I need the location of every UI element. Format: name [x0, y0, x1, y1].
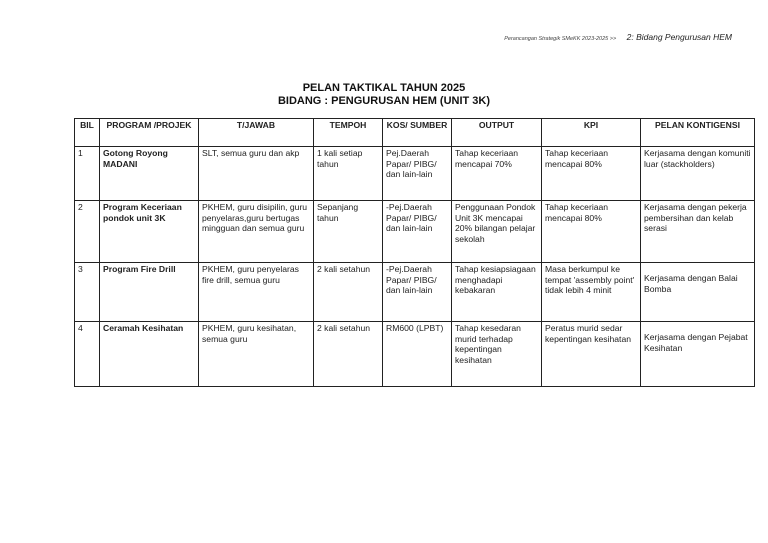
table-cell: -Pej.Daerah Papar/ PIBG/ dan lain-lain — [383, 201, 452, 263]
table-cell: 1 — [75, 147, 100, 201]
table-cell: Pej.Daerah Papar/ PIBG/ dan lain-lain — [383, 147, 452, 201]
header-section: 2: Bidang Pengurusan HEM — [626, 32, 732, 42]
table-cell: PKHEM, guru kesihatan, semua guru — [199, 322, 314, 387]
col-header: BIL — [75, 119, 100, 147]
col-header: TEMPOH — [314, 119, 383, 147]
tactical-plan-table — [74, 118, 755, 387]
table-cell: RM600 (LPBT) — [383, 322, 452, 387]
table-cell: Tahap kesedaran murid terhadap kepentingan kesihatan — [452, 322, 542, 387]
table-cell: Program Fire Drill — [100, 263, 199, 322]
table-cell: Peratus murid sedar kepentingan kesihatan — [542, 322, 641, 387]
table-cell: Program Keceriaan pondok unit 3K — [100, 201, 199, 263]
table-cell: SLT, semua guru dan akp — [199, 147, 314, 201]
title-line-1: PELAN TAKTIKAL TAHUN 2025 — [302, 82, 466, 94]
table-cell: Tahap kesiapsiagaan menghadapi kebakaran — [452, 263, 542, 322]
table-cell: PKHEM, guru disipilin, guru penyelaras,guru bertugas mingguan dan semua guru — [199, 201, 314, 263]
table-cell: Kerjasama dengan pekerja pembersihan dan kelab serasi — [641, 201, 755, 263]
col-header: KPI — [542, 119, 641, 147]
table-cell: Tahap keceriaan mencapai 70% — [452, 147, 542, 201]
table-cell: 3 — [75, 263, 100, 322]
col-header: KOS/ SUMBER — [383, 119, 452, 147]
table-cell: Penggunaan Pondok Unit 3K mencapai 20% bilangan pelajar sekolah — [452, 201, 542, 263]
page-title — [0, 82, 768, 108]
table-row — [75, 147, 755, 201]
table-cell: Masa berkumpul ke tempat 'assembly point' tidak lebih 4 minit — [542, 263, 641, 322]
table-row — [75, 201, 755, 263]
col-header: OUTPUT — [452, 119, 542, 147]
col-header: PELAN KONTIGENSI — [641, 119, 755, 147]
table-cell: -Pej.Daerah Papar/ PIBG/ dan lain-lain — [383, 263, 452, 322]
table-cell: Sepanjang tahun — [314, 201, 383, 263]
table-cell: 4 — [75, 322, 100, 387]
table-cell: 2 kali setahun — [314, 263, 383, 322]
header-doc-title: Perancangan Strategik SMeKK 2023-2025 >> — [504, 36, 617, 42]
col-header: T/JAWAB — [199, 119, 314, 147]
table-cell: Kerjasama dengan Pejabat Kesihatan — [641, 322, 755, 387]
table-cell: 2 kali setahun — [314, 322, 383, 387]
table-cell: 2 — [75, 201, 100, 263]
table-header-row — [75, 119, 755, 147]
table-cell: Tahap keceriaan mencapai 80% — [542, 147, 641, 201]
title-line-2: BIDANG : PENGURUSAN HEM (UNIT 3K) — [277, 95, 491, 107]
table-cell: Kerjasama dengan Balai Bomba — [641, 263, 755, 322]
table-cell: PKHEM, guru penyelaras fire drill, semua guru — [199, 263, 314, 322]
table-cell: Gotong Royong MADANI — [100, 147, 199, 201]
table-cell: 1 kali setiap tahun — [314, 147, 383, 201]
running-header — [504, 27, 732, 45]
table-row — [75, 263, 755, 322]
table-row — [75, 322, 755, 387]
table-cell: Ceramah Kesihatan — [100, 322, 199, 387]
table-cell: Kerjasama dengan komuniti luar (stackholders) — [641, 147, 755, 201]
table-cell: Tahap keceriaan mencapai 80% — [542, 201, 641, 263]
col-header: PROGRAM /PROJEK — [100, 119, 199, 147]
